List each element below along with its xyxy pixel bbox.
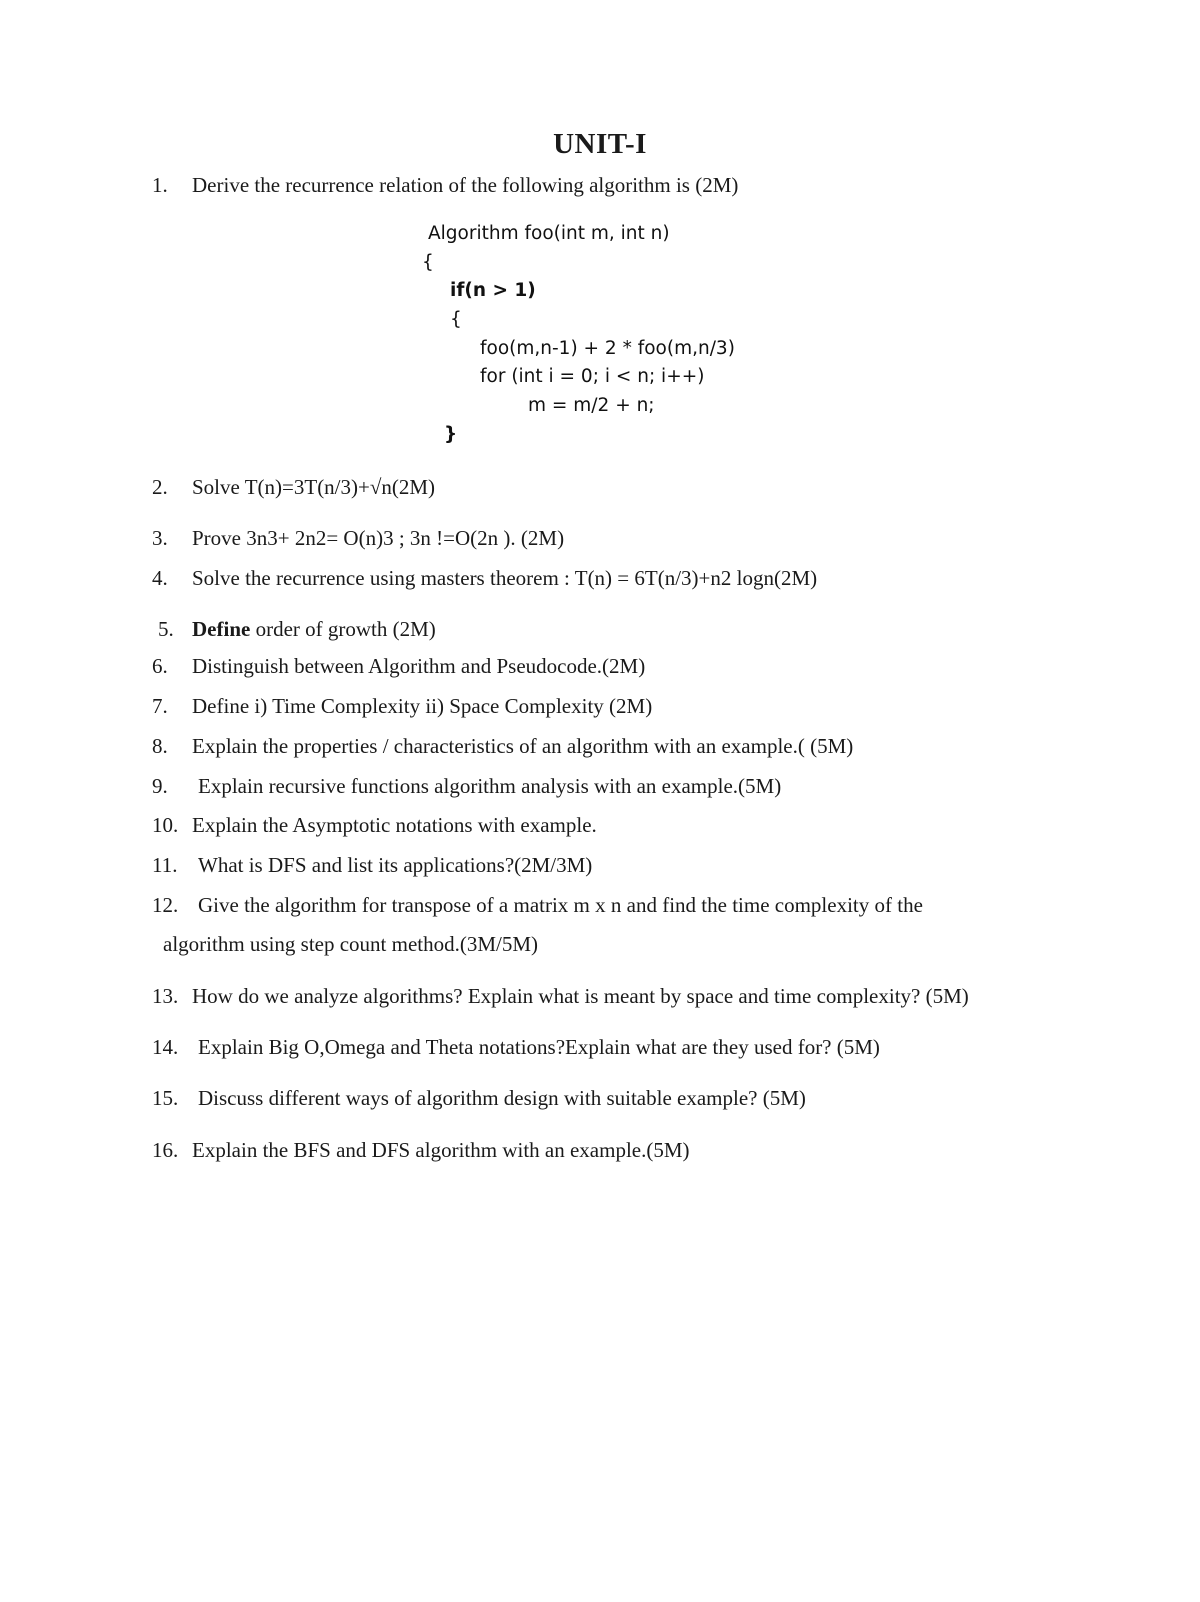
question-text: Explain Big O,Omega and Theta notations?Explain what are they used for? (5M) xyxy=(198,1035,880,1059)
question-text: Explain the Asymptotic notations with example. xyxy=(192,813,597,837)
question-number: 6. xyxy=(152,654,168,678)
question-number: 10. xyxy=(152,813,179,837)
code-line: { xyxy=(422,252,434,273)
question-number: 7. xyxy=(152,694,168,718)
question-number: 3. xyxy=(152,526,168,550)
question-number: 15. xyxy=(152,1086,179,1110)
question-number: 2. xyxy=(152,475,168,499)
question-text: Prove 3n3+ 2n2= O(n)3 ; 3n !=O(2n ). (2M) xyxy=(192,526,565,550)
question-text: Derive the recurrence relation of the following algorithm is (2M) xyxy=(192,173,739,197)
question-text: Solve the recurrence using masters theorem : T(n) = 6T(n/3)+n2 logn(2M) xyxy=(192,566,818,590)
code-line: { xyxy=(450,309,462,330)
question-text-wrapper xyxy=(192,616,436,642)
question-text: Define i) Time Complexity ii) Space Complexity (2M) xyxy=(192,694,653,718)
question-number: 13. xyxy=(152,984,179,1008)
question-number: 14. xyxy=(152,1035,179,1059)
question-text: Explain the properties / characteristics of an algorithm with an example.( (5M) xyxy=(192,734,854,758)
question-text: Discuss different ways of algorithm design with suitable example? (5M) xyxy=(198,1086,806,1110)
question-text: Solve T(n)=3T(n/3)+√n(2M) xyxy=(192,475,436,499)
question-number: 12. xyxy=(152,893,179,917)
question-text: How do we analyze algorithms? Explain what is meant by space and time complexity? (5M) xyxy=(192,984,969,1008)
question-text-continued: algorithm using step count method.(3M/5M) xyxy=(163,932,539,956)
question-number: 16. xyxy=(152,1138,179,1162)
question-bold-term: Define xyxy=(192,617,251,641)
question-text: Distinguish between Algorithm and Pseudocode.(2M) xyxy=(192,654,646,678)
code-line: foo(m,n-1) + 2 * foo(m,n/3) xyxy=(480,338,735,359)
question-number: 9. xyxy=(152,774,168,798)
question-text: Explain recursive functions algorithm analysis with an example.(5M) xyxy=(198,774,782,798)
code-line: } xyxy=(444,424,458,445)
code-line: m = m/2 + n; xyxy=(528,395,655,416)
question-number: 4. xyxy=(152,566,168,590)
page-title: UNIT-I xyxy=(553,128,647,160)
question-number: 11. xyxy=(152,853,178,877)
code-line: if(n > 1) xyxy=(450,280,536,301)
question-text: What is DFS and list its applications?(2M/3M) xyxy=(198,853,593,877)
question-number: 8. xyxy=(152,734,168,758)
question-text: order of growth (2M) xyxy=(250,617,436,641)
question-number: 1. xyxy=(152,173,168,197)
question-text: Explain the BFS and DFS algorithm with an example.(5M) xyxy=(192,1138,690,1162)
code-line: Algorithm foo(int m, int n) xyxy=(428,223,670,244)
code-line: for (int i = 0; i < n; i++) xyxy=(480,366,705,387)
question-text: Give the algorithm for transpose of a matrix m x n and find the time complexity of the xyxy=(198,893,923,917)
question-number: 5. xyxy=(158,617,174,641)
